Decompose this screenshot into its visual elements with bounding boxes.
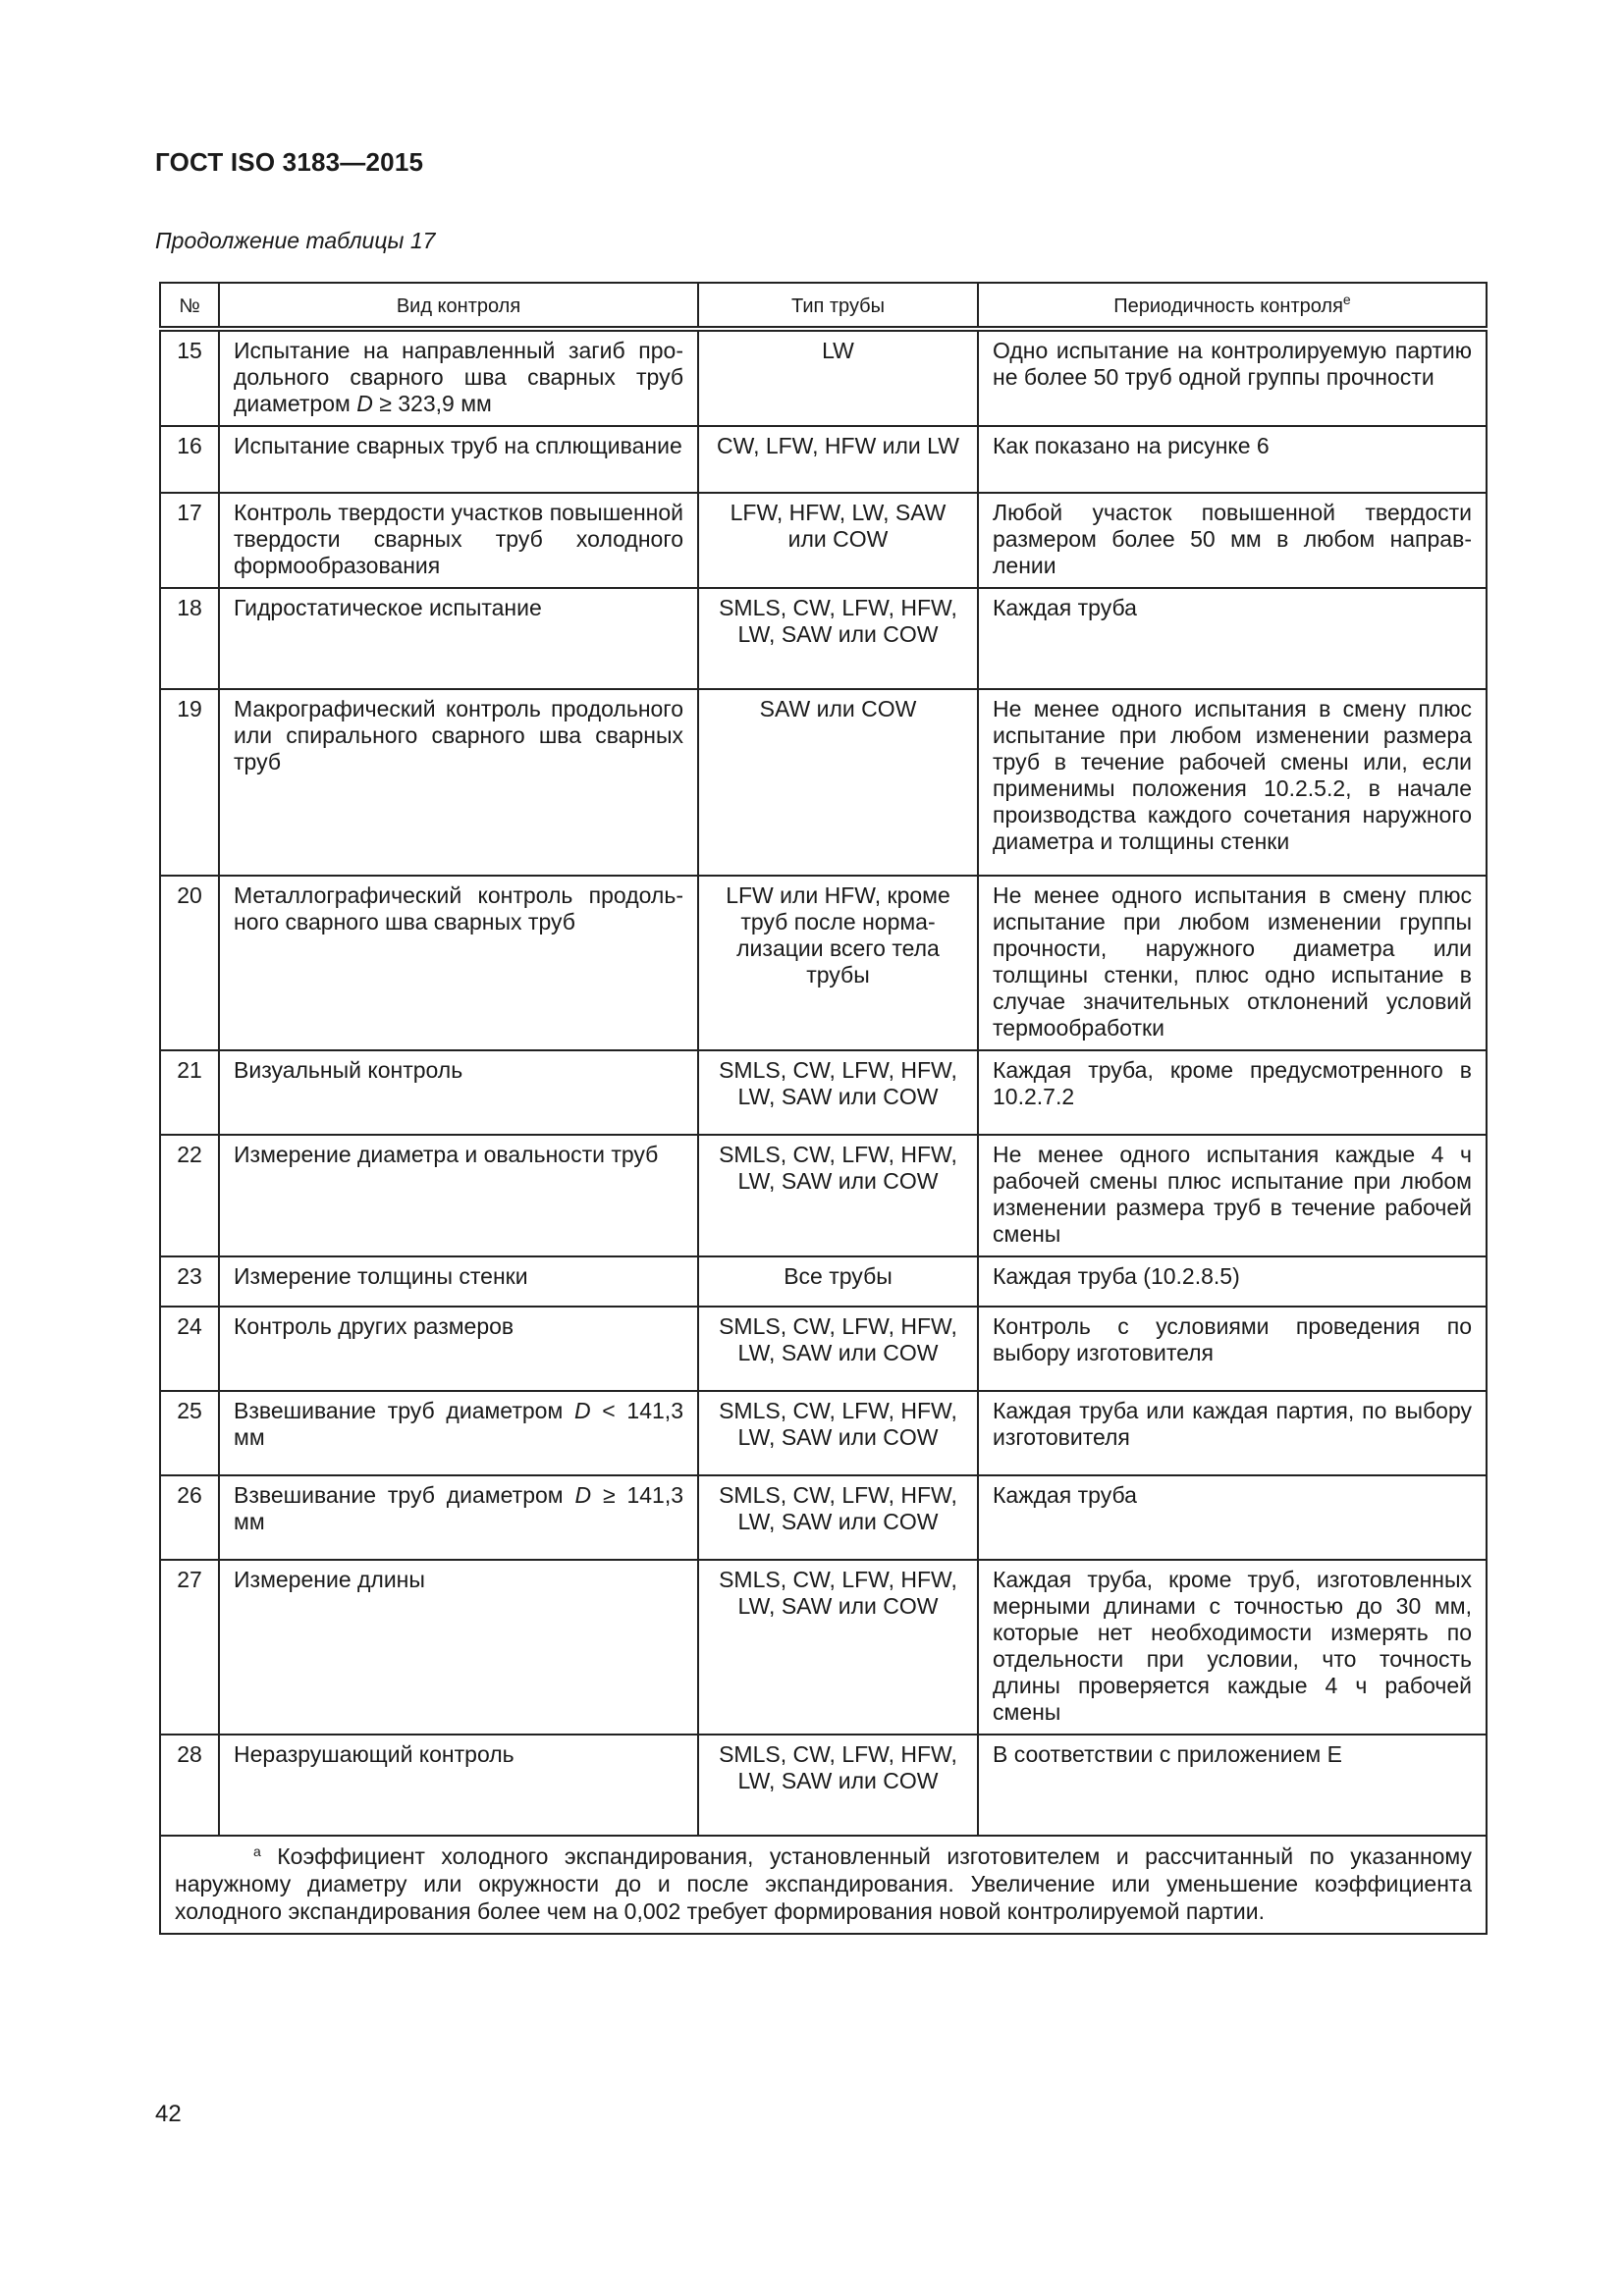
- frequency-cell: В соответствии с приложением Е: [978, 1735, 1487, 1836]
- pipe-type-cell: SMLS, CW, LFW, HFW, LW, SAW или COW: [698, 588, 978, 689]
- inspection-kind-cell: Макрографический контроль продольного или спирального сварного шва сварных труб: [219, 689, 698, 876]
- footnote-text: Коэффициент холодного экспандирования, установленный изготовителем и рассчитанный по указанному наружному диаметру или окружности до и после экспандирования. Увеличение или уменьшение коэффициента холодного экспандирования более чем на 0,002 требует формирования новой контролируемой партии.: [175, 1843, 1473, 1924]
- inspection-kind-cell: Металлографический контроль продольного сварного шва сварных труб: [219, 876, 698, 1050]
- table-row: [160, 1391, 1487, 1475]
- frequency-cell: Каждая труба: [978, 1475, 1487, 1560]
- row-number-cell: 23: [160, 1256, 219, 1307]
- inspection-kind-cell: Взвешивание труб диаметром D ≥ 141,3 мм: [219, 1475, 698, 1560]
- row-number-cell: 24: [160, 1307, 219, 1391]
- frequency-cell: Любой участок повышенной твердости размером более 50 мм в любом направлении: [978, 493, 1487, 588]
- frequency-cell: Не менее одного испытания в смену плюс испытание при любом изменении группы прочности, наружного диаметра или толщины стенки, плюс одно испытание в случае значительных отклонений условий термообработки: [978, 876, 1487, 1050]
- frequency-cell: Каждая труба: [978, 588, 1487, 689]
- column-header-frequency-label: Периодичность контроля: [1113, 295, 1343, 317]
- column-header-frequency: [978, 283, 1487, 329]
- table-row: [160, 1560, 1487, 1735]
- row-number-cell: 27: [160, 1560, 219, 1735]
- frequency-cell: Каждая труба, кроме предусмотренного в 10.2.7.2: [978, 1050, 1487, 1135]
- inspection-kind-cell: Визуальный контроль: [219, 1050, 698, 1135]
- row-number-cell: 20: [160, 876, 219, 1050]
- pipe-type-cell: CW, LFW, HFW или LW: [698, 426, 978, 493]
- pipe-type-cell: SMLS, CW, LFW, HFW, LW, SAW или COW: [698, 1560, 978, 1735]
- table-row: [160, 1256, 1487, 1307]
- row-number-cell: 21: [160, 1050, 219, 1135]
- table-row: [160, 1735, 1487, 1836]
- pipe-type-cell: SMLS, CW, LFW, HFW, LW, SAW или COW: [698, 1135, 978, 1256]
- row-number-cell: 25: [160, 1391, 219, 1475]
- pipe-type-cell: LW: [698, 329, 978, 426]
- inspection-kind-cell: Контроль твердости участков повышенной твердости сварных труб холодного формообразования: [219, 493, 698, 588]
- frequency-cell: Не менее одного испытания каждые 4 ч рабочей смены плюс испытание при любом изменении размера труб в течение рабочей смены: [978, 1135, 1487, 1256]
- inspection-kind-cell: Контроль других размеров: [219, 1307, 698, 1391]
- pipe-type-cell: SMLS, CW, LFW, HFW, LW, SAW или COW: [698, 1307, 978, 1391]
- column-header-pipe-type: Тип трубы: [698, 283, 978, 329]
- inspection-kind-cell: Измерение длины: [219, 1560, 698, 1735]
- pipe-type-cell: LFW, HFW, LW, SAW или COW: [698, 493, 978, 588]
- inspection-frequency-table: [159, 282, 1488, 1935]
- table-row: [160, 588, 1487, 689]
- frequency-cell: Каждая труба (10.2.8.5): [978, 1256, 1487, 1307]
- inspection-kind-cell: Взвешивание труб диаметром D < 141,3 мм: [219, 1391, 698, 1475]
- inspection-kind-cell: Неразрушающий контроль: [219, 1735, 698, 1836]
- table-footnote: [160, 1836, 1487, 1934]
- inspection-kind-cell: Испытание сварных труб на сплющивание: [219, 426, 698, 493]
- table-body: [160, 329, 1487, 1836]
- frequency-cell: Одно испытание на контролируемую партию не более 50 труб одной группы прочности: [978, 329, 1487, 426]
- footnote-mark: a: [253, 1843, 261, 1859]
- frequency-cell: Контроль с условиями проведения по выбору изготовителя: [978, 1307, 1487, 1391]
- inspection-kind-cell: Гидростатическое испытание: [219, 588, 698, 689]
- table-row: [160, 689, 1487, 876]
- row-number-cell: 15: [160, 329, 219, 426]
- pipe-type-cell: SMLS, CW, LFW, HFW, LW, SAW или COW: [698, 1050, 978, 1135]
- frequency-cell: Как показано на рисунке 6: [978, 426, 1487, 493]
- table-row: [160, 1475, 1487, 1560]
- row-number-cell: 18: [160, 588, 219, 689]
- table-header-row: [160, 283, 1487, 329]
- inspection-kind-cell: Измерение диаметра и овальности труб: [219, 1135, 698, 1256]
- pipe-type-cell: SMLS, CW, LFW, HFW, LW, SAW или COW: [698, 1391, 978, 1475]
- table-row: [160, 329, 1487, 426]
- table-row: [160, 1307, 1487, 1391]
- table-continuation-caption: Продолжение таблицы 17: [155, 228, 436, 253]
- pipe-type-cell: SMLS, CW, LFW, HFW, LW, SAW или COW: [698, 1475, 978, 1560]
- column-header-number: №: [160, 283, 219, 329]
- row-number-cell: 28: [160, 1735, 219, 1836]
- row-number-cell: 26: [160, 1475, 219, 1560]
- table-row: [160, 876, 1487, 1050]
- inspection-kind-cell: Испытание на направленный загиб продольного сварного шва сварных труб диаметром D ≥ 323,9 мм: [219, 329, 698, 426]
- column-header-inspection-kind: Вид контроля: [219, 283, 698, 329]
- table-footnote-row: [160, 1836, 1487, 1934]
- pipe-type-cell: Все трубы: [698, 1256, 978, 1307]
- frequency-cell: Каждая труба, кроме труб, изготовленных мерными длинами с точностью до 30 мм, которые нет необходимости измерять по отдельности при условии, что точность длины проверяется каждые 4 ч рабочей смены: [978, 1560, 1487, 1735]
- pipe-type-cell: SAW или COW: [698, 689, 978, 876]
- column-header-frequency-footnote-mark: e: [1342, 292, 1351, 307]
- frequency-cell: Не менее одного испытания в смену плюс испытание при любом изменении размера труб в течение рабочей смены или, если применимы положения 10.2.5.2, в начале производства каждого сочетания наружного диаметра и толщины стенки: [978, 689, 1487, 876]
- pipe-type-cell: SMLS, CW, LFW, HFW, LW, SAW или COW: [698, 1735, 978, 1836]
- row-number-cell: 22: [160, 1135, 219, 1256]
- table-row: [160, 493, 1487, 588]
- table-row: [160, 1135, 1487, 1256]
- page-number: 42: [155, 2101, 182, 2127]
- table-row: [160, 426, 1487, 493]
- row-number-cell: 16: [160, 426, 219, 493]
- frequency-cell: Каждая труба или каждая партия, по выбору изготовителя: [978, 1391, 1487, 1475]
- pipe-type-cell: LFW или HFW, кроме труб после нормализации всего тела трубы: [698, 876, 978, 1050]
- row-number-cell: 17: [160, 493, 219, 588]
- row-number-cell: 19: [160, 689, 219, 876]
- table-row: [160, 1050, 1487, 1135]
- document-code: ГОСТ ISO 3183—2015: [155, 147, 424, 177]
- inspection-kind-cell: Измерение толщины стенки: [219, 1256, 698, 1307]
